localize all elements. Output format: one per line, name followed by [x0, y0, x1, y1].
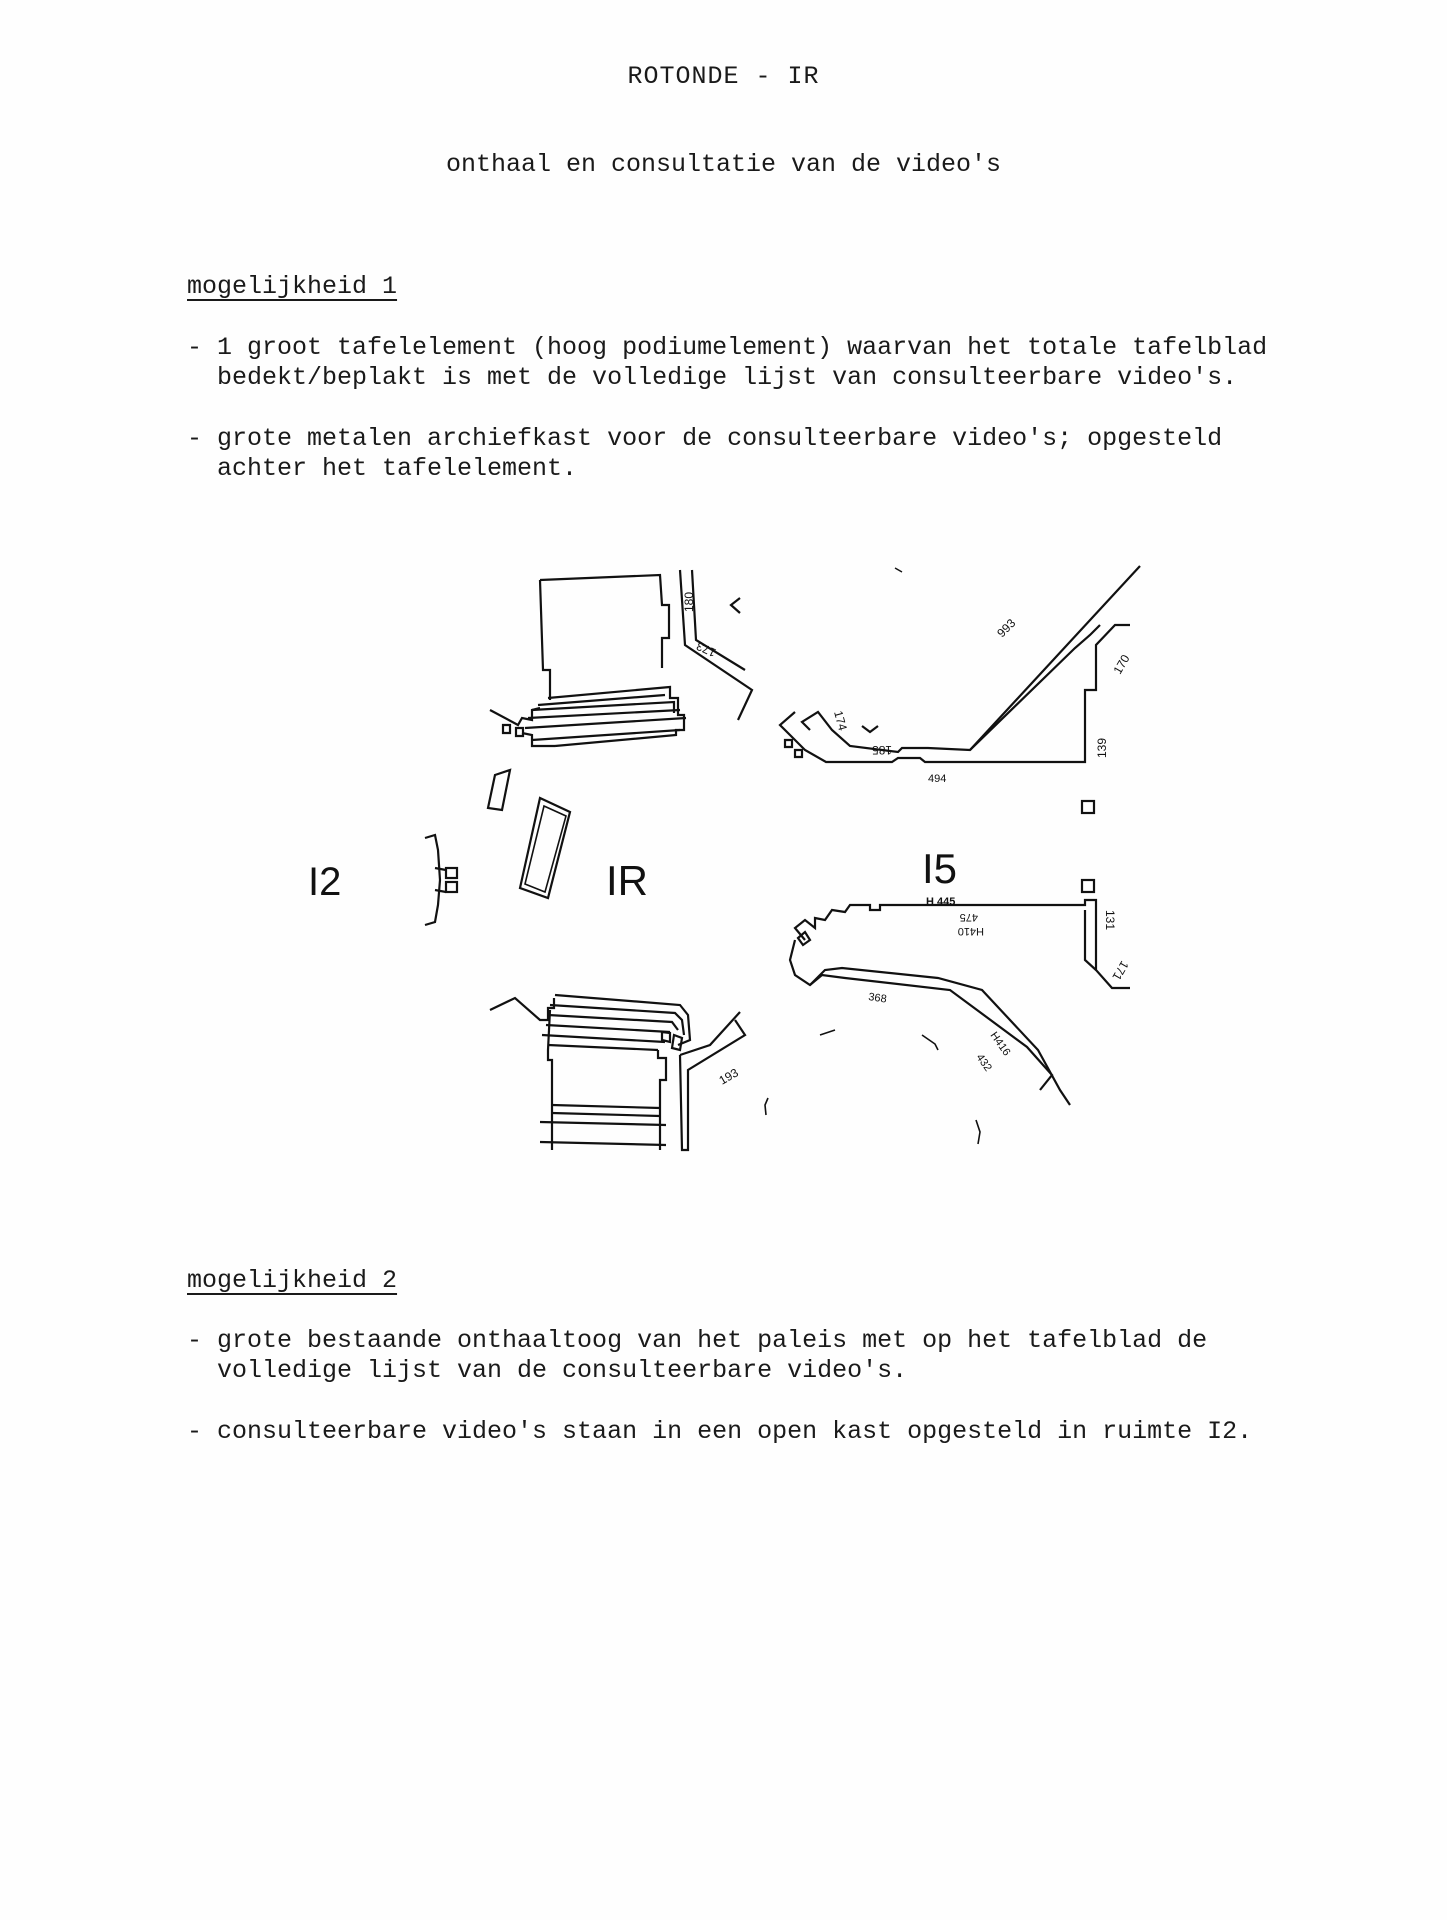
option2-bullet-2: - consulteerbare video's staan in een open kast opgesteld in ruimte I2. — [187, 1417, 1253, 1446]
dim-174: 174 — [831, 709, 850, 733]
dim-494: 494 — [928, 773, 947, 785]
dim-185: 185 — [871, 743, 892, 757]
dim-193: 193 — [716, 1065, 741, 1088]
bullet-text: grote bestaande onthaaltoog van het paleis met op het tafelblad de — [217, 1326, 1208, 1355]
floor-plan — [270, 550, 1190, 1170]
option2-heading: mogelijkheid 2 — [187, 1266, 398, 1295]
pillar — [1082, 880, 1094, 892]
lower-staircase — [490, 995, 745, 1150]
option1-bullet-1: - 1 groot tafelelement (hoog podiumelement) waarvan het totale tafelblad bedekt/beplakt is met de volledige lijst van consulteerbare video's. — [187, 333, 1307, 393]
room-label-i5: I5 — [922, 845, 958, 892]
archiefkast — [488, 770, 510, 810]
bullet-text: consulteerbare video's staan in een open kast opgesteld in ruimte I2. — [217, 1417, 1253, 1446]
room-label-ir: IR — [606, 857, 648, 904]
tafelelement — [520, 798, 570, 898]
bullet-text: grote metalen archiefkast voor de consulteerbare video's; opgesteld — [217, 424, 1223, 453]
option1-bullet-2: - grote metalen archiefkast voor de consulteerbare video's; opgesteld achter het tafelelement. — [187, 424, 1307, 484]
dim-131: 131 — [1103, 910, 1117, 931]
upper-right-room — [780, 566, 1140, 762]
room-label-i2: I2 — [308, 860, 342, 904]
page-subtitle: onthaal en consultatie van de video's — [445, 150, 1002, 179]
dim-139: 139 — [1095, 737, 1109, 758]
dim-170: 170 — [1110, 652, 1133, 677]
height-h416: H416 — [987, 1029, 1013, 1059]
dim-368: 368 — [867, 991, 888, 1006]
i2-alcove — [425, 835, 457, 925]
bullet-text-continued: achter het tafelelement. — [217, 454, 578, 483]
option2-bullet-1: - grote bestaande onthaaltoog van het paleis met op het tafelblad de volledige lijst van de consulteerbare video's. — [187, 1326, 1307, 1386]
option1-heading: mogelijkheid 1 — [187, 272, 398, 301]
dim-475: 475 — [959, 911, 978, 923]
dim-173: 173 — [694, 638, 719, 660]
dim-180: 180 — [682, 591, 696, 612]
dim-993: 993 — [994, 616, 1019, 641]
bullet-text-continued: volledige lijst van de consulteerbare video's. — [217, 1356, 908, 1385]
dim-171: 171 — [1109, 958, 1132, 983]
height-label: H 445 — [926, 896, 956, 908]
page-title: ROTONDE - IR — [627, 62, 820, 91]
dim-432: 432 — [973, 1051, 994, 1074]
height-h410: H410 — [957, 925, 984, 937]
bullet-text: 1 groot tafelelement (hoog podiumelement) waarvan het totale tafelblad — [217, 333, 1268, 362]
upper-staircase — [490, 575, 686, 746]
bullet-text-continued: bedekt/beplakt is met de volledige lijst van consulteerbare video's. — [217, 363, 1238, 392]
pillar — [1082, 801, 1094, 813]
